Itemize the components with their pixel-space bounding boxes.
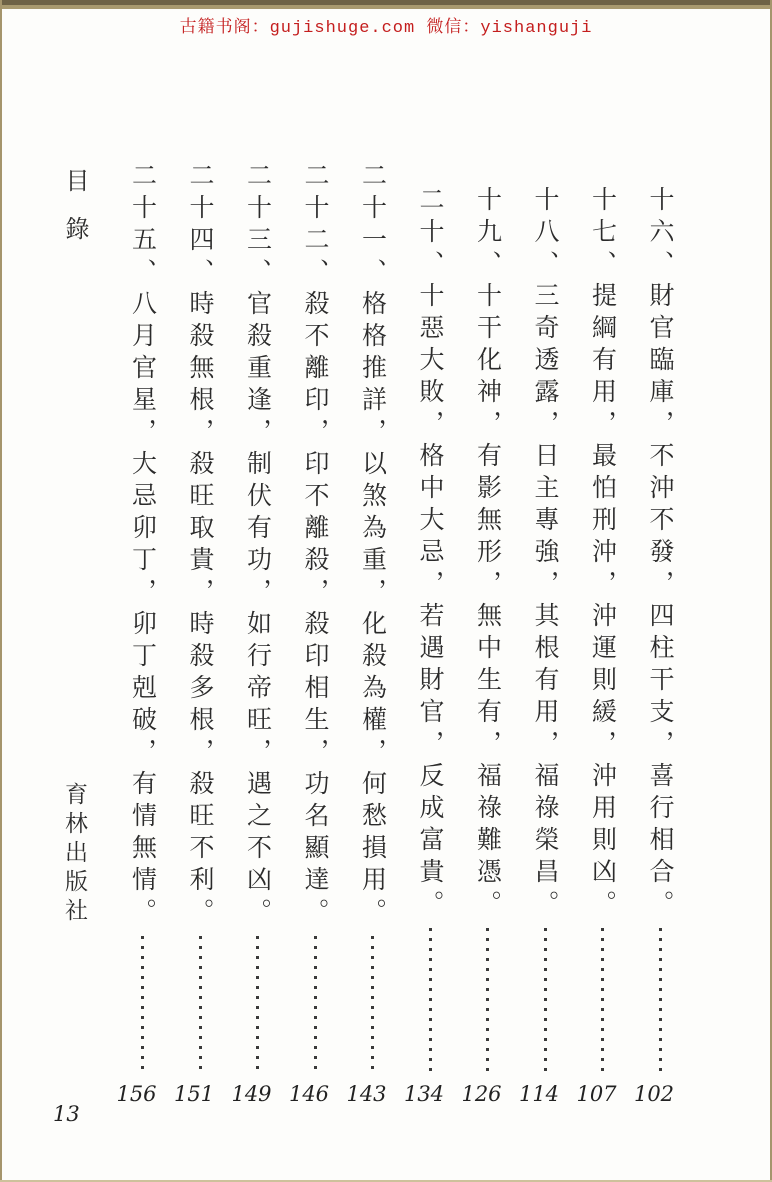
toc-entry	[585, 186, 621, 1072]
toc-page-number: 107	[576, 1082, 617, 1106]
dotted-leader	[544, 928, 547, 1072]
dotted-leader	[256, 936, 259, 1072]
dotted-leader	[601, 928, 604, 1072]
toc-entry	[642, 186, 678, 1072]
scan-left-border	[0, 0, 2, 1182]
toc-entry-text: 二十五、八月官星，大忌卯丁，卯丁剋破，有情無情。	[128, 162, 158, 930]
toc-entry-text: 十七、提綱有用，最怕刑沖，沖運則緩，沖用則凶。	[588, 186, 618, 922]
publisher-name: 育林出版社	[61, 782, 87, 927]
toc-page-number: 156	[116, 1082, 157, 1106]
toc-entry-text: 十八、三奇透露，日主專強，其根有用，福祿榮昌。	[531, 186, 560, 922]
folio-page-number: 13	[53, 1102, 80, 1126]
toc-entry-text: 十九、十干化神，有影無形，無中生有，福祿難憑。	[473, 186, 503, 922]
toc-entry	[355, 162, 391, 1072]
toc-entry	[527, 186, 563, 1072]
toc-page-number: 149	[231, 1082, 272, 1106]
dotted-leader	[486, 928, 489, 1072]
dotted-leader	[141, 936, 144, 1072]
toc-entry-text: 二十一、格格推詳，以煞為重，化殺為權，何愁損用。	[358, 162, 388, 930]
toc-entry	[125, 162, 161, 1072]
dotted-leader	[199, 936, 202, 1072]
toc-entry	[297, 162, 333, 1072]
toc-page-number: 114	[518, 1082, 560, 1106]
dotted-leader	[429, 928, 432, 1072]
dotted-leader	[371, 936, 374, 1072]
toc-page-number: 151	[173, 1082, 215, 1106]
toc-entry	[412, 186, 448, 1072]
toc-entry	[182, 162, 218, 1072]
toc-page-number: 102	[633, 1082, 675, 1106]
toc-entry-text: 二十四、時殺無根，殺旺取貴，時殺多根，殺旺不利。	[186, 162, 215, 930]
dotted-leader	[314, 936, 317, 1072]
toc-page-number: 126	[461, 1082, 502, 1106]
section-title: 目錄	[61, 168, 89, 264]
watermark-header: 古籍书阁：gujishuge.com 微信：yishanguji	[179, 19, 593, 38]
toc-entry	[240, 162, 276, 1072]
toc-page-number: 134	[403, 1082, 445, 1106]
toc-page-number: 146	[288, 1082, 330, 1106]
dotted-leader	[659, 928, 662, 1072]
toc-entry-text: 二十二、殺不離印，印不離殺，殺印相生，功名顯達。	[301, 162, 330, 930]
toc-entry-text: 十六、財官臨庫，不沖不發，四柱干支，喜行相合。	[646, 186, 675, 922]
toc-entry-text: 二十、十惡大敗，格中大忌，若遇財官，反成富貴。	[416, 186, 445, 922]
toc-page-number: 143	[346, 1082, 387, 1106]
toc-entry-text: 二十三、官殺重逢，制伏有功，如行帝旺，遇之不凶。	[243, 162, 273, 930]
scan-top-border	[0, 0, 772, 9]
toc-entry	[470, 186, 506, 1072]
